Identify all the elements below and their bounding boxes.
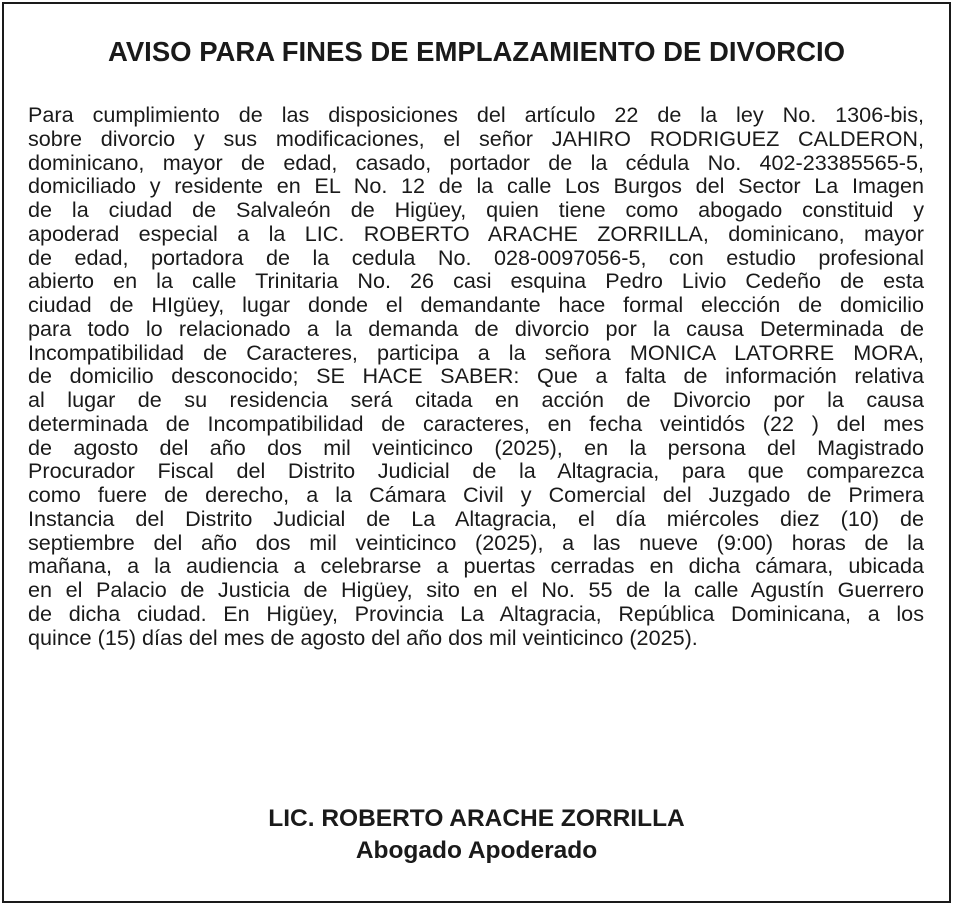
notice-body-line: septiembre del año dos mil veinticinco (2025), a las nueve (9:00) horas de la <box>28 529 924 555</box>
notice-title: AVISO PARA FINES DE EMPLAZAMIENTO DE DIVORCIO <box>108 36 845 67</box>
notice-body-line: apoderad especial a la LIC. ROBERTO ARACHE ZORRILLA, dominicano, mayor <box>28 220 924 246</box>
notice-body-line: al lugar de su residencia será citada en acción de Divorcio por la causa <box>28 387 924 412</box>
notice-body-line: Procurador Fiscal del Distrito Judicial de la Altagracia, para que comparezca <box>28 458 924 484</box>
notice-body-line: ciudad de HIgüey, lugar donde el demandante hace formal elección de domicilio <box>28 292 924 317</box>
notice-body-line: determinada de Incompatibilidad de caracteres, en fecha veintidós (22 ) del mes <box>28 410 924 436</box>
notice-body-line: en el Palacio de Justicia de Higüey, sito en el No. 55 de la calle Agustín Guerrero <box>28 577 924 602</box>
notice-body-line: mañana, a la audiencia a celebrarse a puertas cerradas en dicha cámara, ubicada <box>28 553 924 579</box>
notice-body-line: dominicano, mayor de edad, casado, portador de la cédula No. 402-23385565-5, <box>28 149 924 175</box>
notice-body-line: Instancia del Distrito Judicial de La Altagracia, el día miércoles diez (10) de <box>28 505 924 531</box>
notice-body-line: domiciliado y residente en EL No. 12 de la calle Los Burgos del Sector La Imagen <box>28 173 924 199</box>
notice-body-line: quince (15) días del mes de agosto del año dos mil veinticinco (2025). <box>28 624 698 650</box>
notice-body-line: de agosto del año dos mil veinticinco (2025), en la persona del Magistrado <box>28 434 924 460</box>
notice-body-line: para todo lo relacionado a la demanda de divorcio por la causa Determinada de <box>28 315 924 341</box>
signatory-role: Abogado Apoderado <box>355 837 598 864</box>
legal-notice-box <box>2 2 951 903</box>
notice-body-line: de edad, portadora de la cedula No. 028-0097056-5, con estudio profesional <box>28 244 924 270</box>
notice-body-line: de domicilio desconocido; SE HACE SABER: Que a falta de información relativa <box>28 363 924 389</box>
notice-body-line: abierto en la calle Trinitaria No. 26 casi esquina Pedro Livio Cedeño de esta <box>28 268 924 294</box>
notice-body-line: de dicha ciudad. En Higüey, Provincia La Altagracia, República Dominicana, a los <box>28 600 924 626</box>
notice-body-line: Incompatibilidad de Caracteres, participa a la señora MONICA LATORRE MORA, <box>28 339 924 365</box>
signatory-name: LIC. ROBERTO ARACHE ZORRILLA <box>268 805 685 832</box>
notice-body-line: de la ciudad de Salvaleón de Higüey, quien tiene como abogado constituid y <box>28 197 924 222</box>
notice-body-line: sobre divorcio y sus modificaciones, el señor JAHIRO RODRIGUEZ CALDERON, <box>28 125 924 151</box>
signature-block <box>4 803 949 867</box>
notice-body-line: Para cumplimiento de las disposiciones del artículo 22 de la ley No. 1306-bis, <box>28 102 924 127</box>
notice-body <box>28 103 924 649</box>
notice-body-line: como fuere de derecho, a la Cámara Civil y Comercial del Juzgado de Primera <box>28 482 924 507</box>
